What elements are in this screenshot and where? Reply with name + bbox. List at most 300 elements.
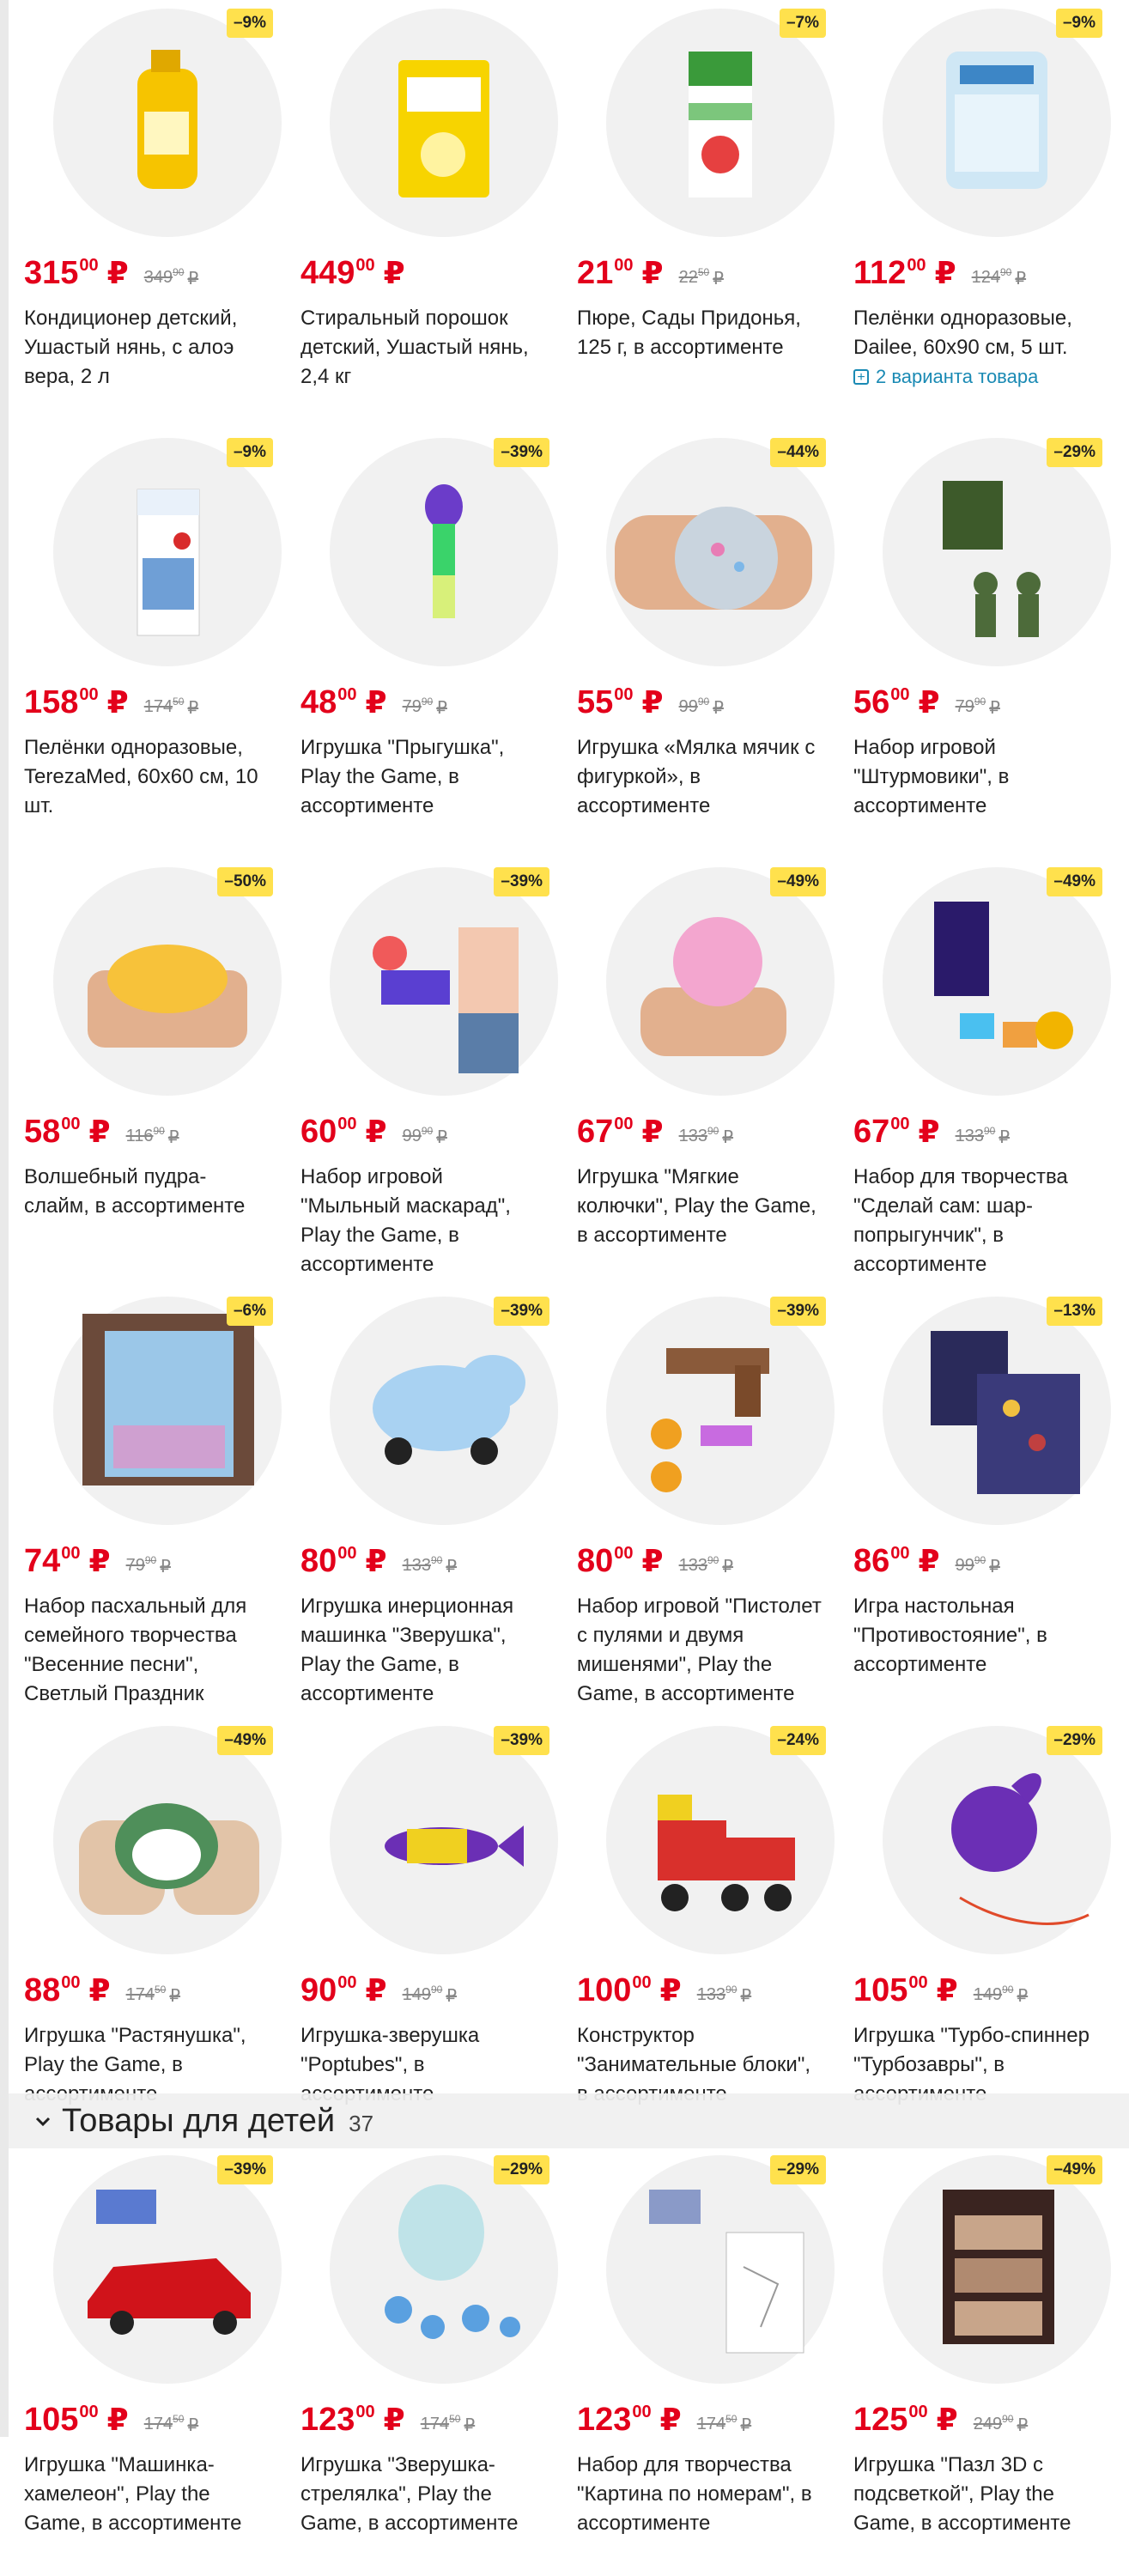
product-card[interactable] (838, 2147, 1114, 2576)
discount-badge: –29% (1047, 438, 1102, 467)
old-price-kopecks: 50 (449, 2413, 461, 2425)
product-title[interactable]: Игра настольная "Противостояние", в ассортименте (853, 1595, 1047, 1676)
product-image[interactable] (883, 867, 1111, 1096)
current-price (300, 685, 387, 720)
diaper-pack-2-icon (53, 438, 282, 666)
price-kopecks: 00 (614, 256, 634, 275)
variants-label: 2 варианта товара (876, 366, 1039, 387)
discount-badge: –49% (770, 867, 826, 896)
old-price-kopecks: 90 (421, 696, 434, 708)
price-kopecks: 00 (61, 1544, 81, 1563)
product-card[interactable] (561, 1288, 838, 1717)
old-currency-symbol: ₽ (989, 1558, 1000, 1577)
old-price-rubles: 79 (402, 697, 422, 716)
product-card[interactable] (9, 2147, 285, 2576)
current-price (24, 2403, 129, 2437)
product-title[interactable]: Игрушка «Мялка мячик с фигуркой», в ассортименте (577, 736, 816, 817)
craft-kit-icon (883, 867, 1111, 1096)
variants-link[interactable] (853, 366, 1099, 388)
currency-symbol: ₽ (383, 255, 405, 290)
old-price (679, 268, 724, 289)
old-price (679, 1556, 733, 1577)
price-row (24, 2403, 270, 2442)
old-price-rubles: 174 (420, 2415, 450, 2433)
old-price-kopecks: 90 (707, 1125, 719, 1137)
discount-badge: –49% (1047, 867, 1102, 896)
price-row (24, 1973, 270, 2013)
old-price (144, 2415, 198, 2436)
current-price (853, 1544, 940, 1578)
product-card[interactable] (285, 0, 561, 429)
price-rubles: 21 (577, 255, 614, 291)
dino-spinner-icon (883, 1726, 1111, 1954)
product-card[interactable] (838, 859, 1114, 1288)
product-card[interactable] (838, 0, 1114, 429)
section-sticky-header[interactable] (9, 2093, 1129, 2148)
current-price (577, 1973, 682, 2008)
price-row (24, 1115, 270, 1154)
old-price-kopecks: 90 (153, 1125, 165, 1137)
old-currency-symbol: ₽ (436, 699, 447, 718)
product-image[interactable] (330, 438, 558, 666)
old-currency-symbol: ₽ (722, 1558, 734, 1577)
product-image[interactable] (330, 2155, 558, 2384)
powder-pack-icon (330, 9, 558, 237)
currency-symbol: ₽ (106, 2402, 129, 2437)
price-rubles: 105 (853, 1972, 908, 2008)
yellow-bottle-icon (53, 9, 282, 237)
old-price-rubles: 174 (125, 1985, 155, 2004)
old-currency-symbol: ₽ (722, 1128, 734, 1147)
currency-symbol: ₽ (936, 2402, 958, 2437)
price-row (853, 256, 1099, 295)
price-row (577, 256, 822, 295)
stretch-toy-icon (53, 1726, 282, 1954)
currency-symbol: ₽ (918, 1543, 940, 1578)
current-price (577, 1115, 664, 1149)
product-image[interactable] (606, 438, 835, 666)
old-price (403, 697, 447, 719)
old-price-kopecks: 90 (430, 1984, 443, 1996)
price-kopecks: 00 (355, 2403, 375, 2421)
price-kopecks: 00 (890, 1115, 910, 1133)
current-price (300, 256, 405, 290)
product-card[interactable] (285, 2147, 561, 2576)
old-price-rubles: 174 (143, 2415, 173, 2433)
old-price-kopecks: 90 (144, 1554, 157, 1566)
old-currency-symbol: ₽ (989, 699, 1000, 718)
current-price (577, 2403, 682, 2437)
toy-pistol-icon (606, 1297, 835, 1525)
current-price (853, 2403, 958, 2437)
product-title[interactable]: Набор игровой "Мыльный маскарад", Play the Game, в ассортименте (300, 1165, 511, 1276)
current-price (300, 1115, 387, 1149)
currency-symbol: ₽ (365, 684, 387, 720)
old-price (403, 1985, 457, 2007)
price-row (24, 1544, 270, 1583)
price-rubles: 112 (853, 255, 907, 291)
product-card[interactable] (285, 1288, 561, 1717)
price-rubles: 56 (853, 684, 890, 720)
price-kopecks: 00 (79, 2403, 99, 2421)
currency-symbol: ₽ (365, 1972, 387, 2008)
product-card[interactable] (561, 2147, 838, 2576)
current-price (577, 685, 664, 720)
puzzle-3d-icon (883, 2155, 1111, 2384)
old-price-rubles: 149 (402, 1985, 431, 2004)
product-image[interactable] (883, 9, 1111, 237)
old-currency-symbol: ₽ (436, 1128, 447, 1147)
product-card[interactable] (561, 1717, 838, 2147)
price-rubles: 123 (577, 2402, 632, 2438)
product-title[interactable]: Набор пасхальный для семейного творчества "Весенние песни", Светлый Праздник (24, 1595, 247, 1705)
discount-badge: –50% (217, 867, 273, 896)
old-price (679, 1127, 733, 1148)
product-card[interactable] (561, 859, 838, 1288)
old-price (697, 2415, 751, 2436)
old-price-rubles: 22 (678, 268, 698, 287)
old-currency-symbol: ₽ (446, 1987, 458, 2006)
current-price (577, 256, 664, 290)
price-row (577, 1115, 822, 1154)
discount-badge: –39% (494, 867, 549, 896)
discount-badge: –44% (770, 438, 826, 467)
old-price-rubles: 133 (402, 1556, 431, 1575)
product-title[interactable]: Набор игровой "Пистолет с пулями и двумя мишенями", Play the Game, в ассортименте (577, 1595, 822, 1705)
product-card[interactable] (561, 0, 838, 429)
old-price-kopecks: 90 (1002, 2413, 1014, 2425)
price-row (853, 1544, 1099, 1583)
product-title[interactable]: Игрушка "Турбо-спиннер "Турбозавры", в (853, 2024, 1090, 2076)
diaper-pack-icon (883, 9, 1111, 237)
old-currency-symbol: ₽ (446, 1558, 458, 1577)
old-price (972, 268, 1026, 289)
price-row (300, 1115, 546, 1154)
product-grid (9, 0, 1129, 2576)
product-image[interactable] (53, 1726, 282, 1954)
price-row (853, 2403, 1099, 2442)
old-price-kopecks: 50 (173, 696, 185, 708)
currency-symbol: ₽ (936, 1972, 958, 2008)
current-price (577, 1544, 664, 1578)
old-price-rubles: 174 (143, 697, 173, 716)
price-kopecks: 00 (337, 1115, 357, 1133)
soldiers-icon (883, 438, 1111, 666)
product-image[interactable] (606, 2155, 835, 2384)
current-price (853, 1973, 958, 2008)
discount-badge: –49% (1047, 2155, 1102, 2184)
product-title[interactable]: Набор для творчества "Картина по номерам", в ассортименте (577, 2453, 812, 2535)
discount-badge: –24% (770, 1726, 826, 1755)
price-kopecks: 00 (632, 2403, 652, 2421)
product-card[interactable] (285, 1717, 561, 2147)
currency-symbol: ₽ (918, 684, 940, 720)
product-title[interactable]: Пелёнки одноразовые, TerezaMed, 60х60 см, 10 шт. (24, 736, 258, 817)
old-price-rubles: 124 (971, 268, 1000, 287)
discount-badge: –39% (217, 2155, 273, 2184)
red-car-icon (53, 2155, 282, 2384)
old-price-rubles: 133 (696, 1985, 726, 2004)
old-price-kopecks: 50 (173, 2413, 185, 2425)
currency-symbol: ₽ (918, 1114, 940, 1149)
product-card[interactable] (9, 429, 285, 859)
currency-symbol: ₽ (934, 255, 956, 290)
product-card[interactable] (838, 1717, 1114, 2147)
discount-badge: –13% (1047, 1297, 1102, 1326)
current-price (853, 685, 940, 720)
product-title[interactable]: Набор игровой "Штурмовики", в ассортименте (853, 736, 1010, 817)
currency-symbol: ₽ (88, 1114, 111, 1149)
page-left-edge (0, 0, 9, 2437)
old-price (403, 1127, 447, 1148)
product-image[interactable] (330, 1726, 558, 1954)
old-currency-symbol: ₽ (169, 1987, 181, 2006)
product-card[interactable] (561, 429, 838, 859)
old-price-kopecks: 90 (1000, 266, 1012, 278)
product-title[interactable]: Игрушка "Машинка-хамелеон", Play the Game, в ассортименте (24, 2453, 242, 2535)
discount-badge: –39% (494, 1297, 549, 1326)
product-title[interactable]: Игрушка "Прыгушка", Play the Game, в ассортименте (300, 736, 505, 817)
price-kopecks: 00 (614, 685, 634, 704)
price-kopecks: 00 (890, 685, 910, 704)
old-price (956, 1127, 1010, 1148)
old-price-rubles: 249 (973, 2415, 1003, 2433)
price-rubles: 80 (300, 1543, 337, 1579)
current-price (24, 685, 129, 720)
old-price-kopecks: 90 (974, 1554, 986, 1566)
old-price (421, 2415, 475, 2436)
product-title[interactable]: Игрушка-зверушка "Poptubes", в (300, 2024, 480, 2076)
price-kopecks: 00 (61, 1115, 81, 1133)
product-image[interactable] (883, 1726, 1111, 1954)
discount-badge: –29% (494, 2155, 549, 2184)
discount-badge: –49% (217, 1726, 273, 1755)
product-title[interactable]: Игрушка "Пазл 3D с подсветкой", Play the Game, в ассортименте (853, 2453, 1071, 2535)
old-price (126, 1985, 180, 2007)
squeeze-ball-icon (606, 438, 835, 666)
paint-by-number-icon (606, 2155, 835, 2384)
price-rubles: 100 (577, 1972, 632, 2008)
product-image[interactable] (53, 867, 282, 1096)
old-price-kopecks: 90 (697, 696, 710, 708)
price-kopecks: 00 (337, 1973, 357, 1992)
old-price-kopecks: 90 (974, 696, 986, 708)
old-price (956, 1556, 1000, 1577)
shooter-toy-icon (330, 2155, 558, 2384)
old-currency-symbol: ₽ (160, 1558, 171, 1577)
current-price (853, 1115, 940, 1149)
discount-badge: –39% (494, 438, 549, 467)
old-price (126, 1556, 171, 1577)
discount-badge: –9% (227, 438, 273, 467)
old-price (144, 697, 198, 719)
juice-box-icon (606, 9, 835, 237)
product-image[interactable] (606, 1297, 835, 1525)
old-price-kopecks: 90 (1002, 1984, 1014, 1996)
price-row (577, 1973, 822, 2013)
old-currency-symbol: ₽ (998, 1128, 1011, 1147)
section-title: Товары для детей (62, 2102, 336, 2139)
currency-symbol: ₽ (383, 2402, 405, 2437)
product-image[interactable] (53, 1297, 282, 1525)
bubble-gun-icon (330, 867, 558, 1096)
old-price-rubles: 99 (402, 1127, 422, 1145)
price-kopecks: 00 (907, 256, 926, 275)
currency-symbol: ₽ (659, 2402, 682, 2437)
chevron-down-icon[interactable] (33, 2111, 53, 2131)
product-title[interactable]: Набор для творчества "Сделай сам: шар-попрыгунчик", в ассортименте (853, 1165, 1068, 1276)
product-card[interactable] (838, 429, 1114, 859)
price-row (577, 2403, 822, 2442)
product-title[interactable]: Игрушка инерционная машинка "Зверушка", Play the Game, в ассортименте (300, 1595, 514, 1705)
currency-symbol: ₽ (641, 255, 664, 290)
product-title[interactable]: Пелёнки одноразовые, Dailee, 60х90 см, 5 шт. (853, 307, 1072, 359)
product-card[interactable] (838, 1288, 1114, 1717)
price-row (24, 256, 270, 295)
price-rubles: 58 (24, 1114, 61, 1150)
currency-symbol: ₽ (365, 1543, 387, 1578)
current-price (300, 2403, 405, 2437)
product-title[interactable]: Волшебный пудра-слайм, в ассортименте (24, 1165, 246, 1218)
current-price (24, 1973, 111, 2008)
product-image[interactable] (330, 1297, 558, 1525)
price-rubles: 90 (300, 1972, 337, 2008)
old-price-rubles: 99 (955, 1556, 974, 1575)
old-price-kopecks: 90 (173, 266, 185, 278)
old-price-kopecks: 90 (725, 1984, 737, 1996)
price-row (300, 256, 546, 295)
hippo-car-icon (330, 1297, 558, 1525)
poptube-fish-icon (330, 1726, 558, 1954)
current-price (300, 1973, 387, 2008)
product-card[interactable] (285, 859, 561, 1288)
block-train-icon (606, 1726, 835, 1954)
old-currency-symbol: ₽ (1017, 1987, 1029, 2006)
old-currency-symbol: ₽ (740, 1987, 752, 2006)
currency-symbol: ₽ (641, 684, 664, 720)
old-price-rubles: 79 (125, 1556, 145, 1575)
discount-badge: –29% (1047, 1726, 1102, 1755)
product-card[interactable] (9, 1717, 285, 2147)
price-kopecks: 00 (79, 685, 99, 704)
product-image[interactable] (606, 9, 835, 237)
old-price-kopecks: 50 (154, 1984, 167, 1996)
product-image[interactable] (330, 9, 558, 237)
old-price-rubles: 133 (678, 1127, 707, 1145)
product-card[interactable] (9, 859, 285, 1288)
price-kopecks: 00 (355, 256, 375, 275)
old-price-kopecks: 90 (430, 1554, 443, 1566)
product-title[interactable]: Конструктор "Занимательные блоки", (577, 2024, 811, 2076)
discount-badge: –39% (494, 1726, 549, 1755)
product-image[interactable] (330, 867, 558, 1096)
product-image[interactable] (53, 438, 282, 666)
price-rubles: 449 (300, 255, 355, 291)
old-currency-symbol: ₽ (713, 270, 724, 289)
price-kopecks: 00 (908, 2403, 928, 2421)
price-row (853, 685, 1099, 725)
price-kopecks: 00 (890, 1544, 910, 1563)
jumper-toy-icon (330, 438, 558, 666)
product-card[interactable] (285, 429, 561, 859)
price-rubles: 105 (24, 2402, 79, 2438)
price-kopecks: 00 (614, 1115, 634, 1133)
current-price (24, 1544, 111, 1578)
price-rubles: 88 (24, 1972, 61, 2008)
old-price (126, 1127, 179, 1148)
product-title[interactable]: Игрушка "Зверушка-стрелялка", Play the Game, в ассортименте (300, 2453, 519, 2535)
product-image[interactable] (883, 2155, 1111, 2384)
price-rubles: 48 (300, 684, 337, 720)
price-rubles: 123 (300, 2402, 355, 2438)
discount-badge: –6% (227, 1297, 273, 1326)
product-image[interactable] (53, 2155, 282, 2384)
product-title[interactable]: Стиральный порошок детский, Ушастый нянь, 2,4 кг (300, 307, 529, 388)
currency-symbol: ₽ (88, 1972, 111, 2008)
old-price (403, 1556, 457, 1577)
section-count: 37 (349, 2110, 374, 2136)
price-rubles: 67 (577, 1114, 614, 1150)
price-row (577, 1544, 822, 1583)
product-image[interactable] (606, 1726, 835, 1954)
price-kopecks: 00 (79, 256, 99, 275)
old-currency-symbol: ₽ (464, 2416, 476, 2435)
price-rubles: 315 (24, 255, 79, 291)
price-row (853, 1973, 1099, 2013)
price-row (24, 685, 270, 725)
old-price-rubles: 174 (696, 2415, 726, 2433)
currency-symbol: ₽ (365, 1114, 387, 1149)
price-row (300, 685, 546, 725)
price-row (853, 1115, 1099, 1154)
board-game-icon (883, 1297, 1111, 1525)
product-title[interactable]: Игрушка "Мягкие колючки", Play the Game, в ассортименте (577, 1165, 816, 1247)
price-row (300, 2403, 546, 2442)
price-kopecks: 00 (61, 1973, 81, 1992)
product-title[interactable]: Пюре, Сады Придонья, 125 г, в ассортименте (577, 307, 801, 359)
old-price-kopecks: 90 (983, 1125, 996, 1137)
product-card[interactable] (9, 1288, 285, 1717)
product-card[interactable] (9, 0, 285, 429)
discount-badge: –9% (1056, 9, 1102, 38)
discount-badge: –39% (770, 1297, 826, 1326)
old-price-rubles: 116 (125, 1127, 154, 1145)
current-price (24, 1115, 111, 1149)
price-rubles: 125 (853, 2402, 908, 2438)
price-kopecks: 00 (614, 1544, 634, 1563)
product-title[interactable]: Игрушка "Растянушка", Play the Game, в (24, 2024, 246, 2076)
price-kopecks: 00 (908, 1973, 928, 1992)
product-image[interactable] (53, 9, 282, 237)
currency-symbol: ₽ (641, 1114, 664, 1149)
currency-symbol: ₽ (106, 255, 129, 290)
price-rubles: 55 (577, 684, 614, 720)
product-image[interactable] (606, 867, 835, 1096)
currency-symbol: ₽ (106, 684, 129, 720)
old-price-rubles: 99 (678, 697, 698, 716)
old-price (974, 1985, 1028, 2007)
old-currency-symbol: ₽ (740, 2416, 752, 2435)
currency-symbol: ₽ (659, 1972, 682, 2008)
product-image[interactable] (883, 1297, 1111, 1525)
current-price (853, 256, 956, 290)
product-image[interactable] (883, 438, 1111, 666)
currency-symbol: ₽ (641, 1543, 664, 1578)
slime-icon (53, 867, 282, 1096)
old-price-kopecks: 50 (725, 2413, 737, 2425)
product-title[interactable]: Кондиционер детский, Ушастый нянь, с алоэ вера, 2 л (24, 307, 238, 388)
old-currency-symbol: ₽ (187, 270, 199, 289)
